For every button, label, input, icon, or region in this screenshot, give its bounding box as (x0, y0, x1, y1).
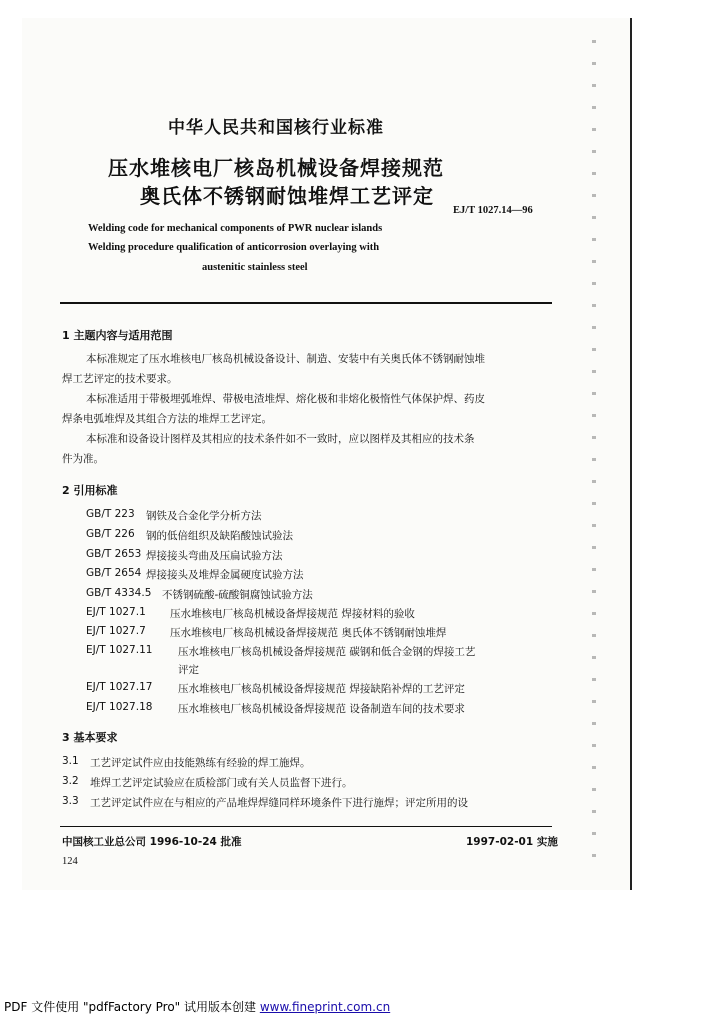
section1-paragraph: 本标准规定了压水堆核电厂核岛机械设备设计、制造、安装中有关奥氏体不锈钢耐蚀堆 (86, 353, 485, 365)
reference-code: GB/T 223 (86, 508, 135, 520)
requirement-text: 工艺评定试件应在与相应的产品堆焊焊缝同样环境条件下进行施焊；评定所用的设 (90, 797, 468, 809)
reference-title: 压水堆核电厂核岛机械设备焊接规范 焊接材料的验收 (170, 608, 415, 620)
reference-title: 钢铁及合金化学分析方法 (146, 510, 262, 522)
reference-code: GB/T 2653 (86, 548, 142, 560)
requirement-number: 3.3 (62, 795, 79, 807)
english-title-line3: austenitic stainless steel (202, 262, 308, 273)
reference-title: 不锈钢硫酸-硫酸铜腐蚀试验方法 (162, 589, 313, 601)
header-divider (60, 302, 552, 304)
section1-paragraph: 本标准适用于带极埋弧堆焊、带极电渣堆焊、熔化极和非熔化极惰性气体保护焊、药皮 (86, 393, 485, 405)
reference-title: 压水堆核电厂核岛机械设备焊接规范 焊接缺陷补焊的工艺评定 (178, 683, 465, 695)
reference-title: 钢的低倍组织及缺陷酸蚀试验法 (146, 530, 293, 542)
scan-edge-marks (592, 40, 596, 870)
reference-title: 焊接接头弯曲及压扁试验方法 (146, 550, 283, 562)
banner-text: PDF 文件使用 "pdfFactory Pro" 试用版本创建 (4, 1000, 260, 1014)
requirement-number: 3.1 (62, 755, 79, 767)
reference-code: GB/T 2654 (86, 567, 142, 579)
reference-code: EJ/T 1027.18 (86, 701, 153, 713)
reference-code: GB/T 4334.5 (86, 587, 152, 599)
reference-code: EJ/T 1027.17 (86, 681, 153, 693)
requirement-text: 堆焊工艺评定试验应在质检部门或有关人员监督下进行。 (90, 777, 353, 789)
section1-heading: 1 主题内容与适用范围 (62, 329, 173, 342)
approval-date: 中国核工业总公司 1996-10-24 批准 (62, 836, 242, 848)
footer-divider (60, 826, 552, 827)
pdf-factory-banner (4, 998, 390, 1015)
reference-code: EJ/T 1027.11 (86, 644, 153, 656)
section1-paragraph: 件为准。 (62, 453, 104, 465)
reference-title: 压水堆核电厂核岛机械设备焊接规范 奥氏体不锈钢耐蚀堆焊 (170, 627, 447, 639)
section3-heading: 3 基本要求 (62, 731, 118, 744)
reference-title: 焊接接头及堆焊金属硬度试验方法 (146, 569, 304, 581)
issuing-organization: 中华人民共和国核行业标准 (168, 118, 384, 138)
reference-code: EJ/T 1027.1 (86, 606, 146, 618)
reference-title-continued: 评定 (178, 664, 199, 676)
standard-title-line2: 奥氏体不锈钢耐蚀堆焊工艺评定 (140, 184, 434, 208)
english-title-line2: Welding procedure qualification of anticorrosion overlaying with (88, 242, 380, 253)
standard-number: EJ/T 1027.14—96 (453, 205, 533, 216)
reference-title: 压水堆核电厂核岛机械设备焊接规范 设备制造车间的技术要求 (178, 703, 465, 715)
reference-code: EJ/T 1027.7 (86, 625, 146, 637)
section1-paragraph: 本标准和设备设计图样及其相应的技术条件如不一致时，应以图样及其相应的技术条 (86, 433, 475, 445)
effective-date: 1997-02-01 实施 (466, 836, 558, 848)
section1-paragraph: 焊工艺评定的技术要求。 (62, 373, 178, 385)
fineprint-link[interactable]: www.fineprint.com.cn (259, 1000, 391, 1014)
section1-paragraph: 焊条电弧堆焊及其组合方法的堆焊工艺评定。 (62, 413, 272, 425)
section2-heading: 2 引用标准 (62, 484, 118, 497)
requirement-text: 工艺评定试件应由技能熟练有经验的焊工施焊。 (90, 757, 311, 769)
reference-title: 压水堆核电厂核岛机械设备焊接规范 碳钢和低合金钢的焊接工艺 (178, 646, 476, 658)
requirement-number: 3.2 (62, 775, 79, 787)
page-number: 124 (62, 856, 78, 867)
english-title-line1: Welding code for mechanical components of PWR nuclear islands (88, 223, 383, 234)
reference-code: GB/T 226 (86, 528, 135, 540)
standard-title-line1: 压水堆核电厂核岛机械设备焊接规范 (108, 156, 444, 180)
